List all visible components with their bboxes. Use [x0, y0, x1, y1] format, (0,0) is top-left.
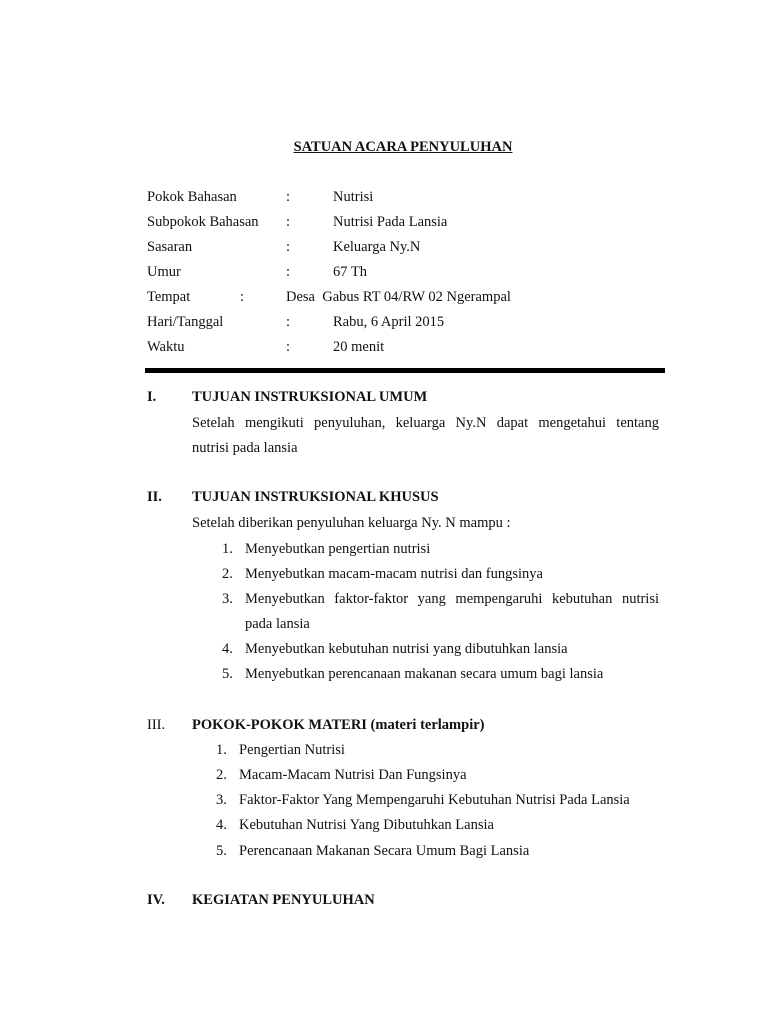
info-sep: : — [286, 314, 291, 330]
info-value: 20 menit — [333, 339, 385, 355]
info-value: Keluarga Ny.N — [333, 239, 421, 255]
paragraph-line: Setelah mengikuti penyuluhan, keluarga Ny.N dapat mengetahui tentang — [192, 415, 659, 431]
list-number: 2. — [222, 566, 233, 582]
info-label: Hari/Tanggal — [147, 314, 224, 330]
info-sep: : — [286, 239, 291, 255]
info-value: Nutrisi — [333, 189, 374, 205]
list-item: Perencanaan Makanan Secara Umum Bagi Lansia — [239, 843, 530, 859]
section-heading: TUJUAN INSTRUKSIONAL KHUSUS — [192, 489, 439, 505]
info-label: Pokok Bahasan — [147, 189, 237, 205]
info-sep: : — [286, 189, 291, 205]
list-number: 4. — [222, 641, 233, 657]
document-title: SATUAN ACARA PENYULUHAN — [293, 139, 513, 155]
divider-rule — [145, 368, 665, 373]
info-sep: : — [286, 264, 291, 280]
list-number: 5. — [222, 666, 233, 682]
list-item-continued: pada lansia — [245, 616, 310, 632]
info-label: Subpokok Bahasan — [147, 214, 259, 230]
list-item: Menyebutkan pengertian nutrisi — [245, 541, 431, 557]
section-heading: TUJUAN INSTRUKSIONAL UMUM — [192, 389, 428, 405]
info-value: Nutrisi Pada Lansia — [333, 214, 448, 230]
list-number: 1. — [222, 541, 233, 557]
paragraph-line: nutrisi pada lansia — [192, 440, 298, 456]
list-item: Kebutuhan Nutrisi Yang Dibutuhkan Lansia — [239, 817, 494, 833]
list-item: Menyebutkan faktor-faktor yang mempengaruhi kebutuhan nutrisi — [245, 591, 659, 607]
info-label: Sasaran — [147, 239, 193, 255]
info-label: Tempat — [147, 289, 191, 305]
section-heading: KEGIATAN PENYULUHAN — [192, 892, 375, 908]
info-label: Umur — [147, 264, 181, 280]
section-number: II. — [147, 489, 162, 505]
list-number: 3. — [222, 591, 233, 607]
list-item: Macam-Macam Nutrisi Dan Fungsinya — [239, 767, 467, 783]
list-item: Menyebutkan perencanaan makanan secara umum bagi lansia — [245, 666, 604, 682]
list-item: Menyebutkan macam-macam nutrisi dan fungsinya — [245, 566, 543, 582]
list-number: 5. — [216, 843, 227, 859]
list-number: 4. — [216, 817, 227, 833]
info-sep: : — [286, 214, 291, 230]
list-item: Menyebutkan kebutuhan nutrisi yang dibutuhkan lansia — [245, 641, 568, 657]
info-value: 67 Th — [333, 264, 367, 280]
list-number: 2. — [216, 767, 227, 783]
section-heading: POKOK-POKOK MATERI (materi terlampir) — [192, 717, 485, 733]
section-intro: Setelah diberikan penyuluhan keluarga Ny. N mampu : — [192, 515, 511, 531]
section-number: IV. — [147, 892, 165, 908]
info-sep: : — [240, 289, 245, 305]
info-value: Desa Gabus RT 04/RW 02 Ngerampal — [286, 289, 511, 305]
list-item: Faktor-Faktor Yang Mempengaruhi Kebutuhan Nutrisi Pada Lansia — [239, 792, 630, 808]
list-number: 1. — [216, 742, 227, 758]
info-value: Rabu, 6 April 2015 — [333, 314, 445, 330]
section-number: I. — [147, 389, 157, 405]
list-item: Pengertian Nutrisi — [239, 742, 345, 758]
section-number: III. — [147, 717, 166, 733]
info-sep: : — [286, 339, 291, 355]
info-label: Waktu — [147, 339, 185, 355]
list-number: 3. — [216, 792, 227, 808]
